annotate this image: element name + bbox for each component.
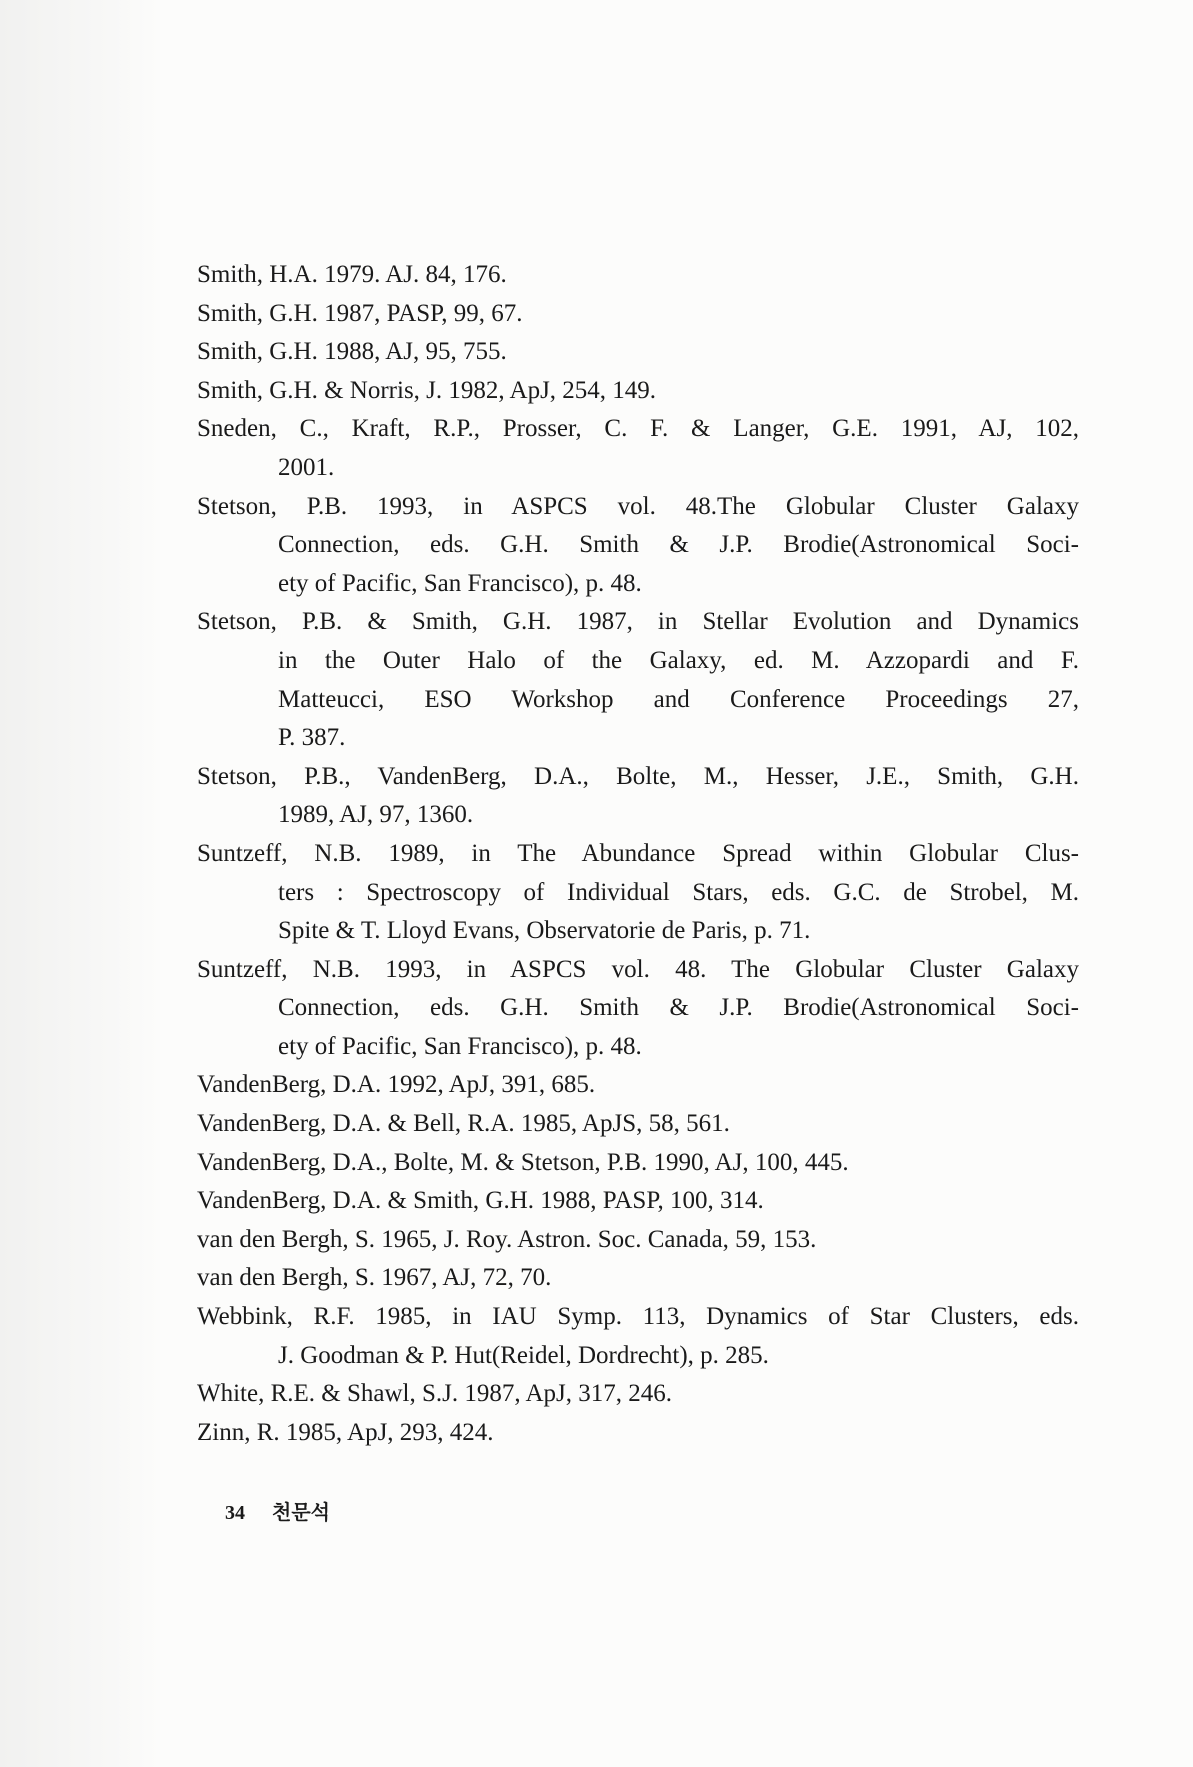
reference-first-line: VandenBerg, D.A. 1992, ApJ, 391, 685. xyxy=(197,1071,596,1099)
reference-first-line: Zinn, R. 1985, ApJ, 293, 424. xyxy=(197,1418,494,1446)
page-number: 34 xyxy=(225,1502,245,1524)
reference-entry xyxy=(197,758,1079,835)
reference-entry xyxy=(197,951,1079,1067)
reference-continuation-line: Spite & T. Lloyd Evans, Observatorie de Paris, p. 71. xyxy=(278,917,811,945)
reference-continuation-line: J. Goodman & P. Hut(Reidel, Dordrecht), p. 285. xyxy=(278,1341,769,1369)
reference-first-line: van den Bergh, S. 1967, AJ, 72, 70. xyxy=(197,1264,552,1292)
reference-entry xyxy=(197,1414,1079,1453)
reference-entry xyxy=(197,410,1079,487)
reference-first-line: Stetson, P.B., VandenBerg, D.A., Bolte, M., Hesser, J.E., Smith, G.H. xyxy=(197,762,1079,790)
reference-entry xyxy=(197,1182,1079,1221)
page-edge-shadow xyxy=(0,0,160,1767)
reference-entry xyxy=(197,835,1079,951)
reference-continuation-line: P. 387. xyxy=(278,724,346,752)
reference-continuation-line: ters : Spectroscopy of Individual Stars, eds. G.C. de Strobel, M. xyxy=(278,878,1079,906)
reference-entry xyxy=(197,295,1079,334)
reference-first-line: Sneden, C., Kraft, R.P., Prosser, C. F. & Langer, G.E. 1991, AJ, 102, xyxy=(197,415,1079,443)
reference-first-line: Suntzeff, N.B. 1989, in The Abundance Spread within Globular Clus- xyxy=(197,839,1079,867)
reference-entry xyxy=(197,488,1079,604)
reference-first-line: Suntzeff, N.B. 1993, in ASPCS vol. 48. The Globular Cluster Galaxy xyxy=(197,955,1079,983)
reference-continuation-line: Connection, eds. G.H. Smith & J.P. Brodie(Astronomical Soci- xyxy=(278,994,1079,1022)
reference-first-line: Smith, G.H. 1987, PASP, 99, 67. xyxy=(197,299,523,327)
reference-first-line: White, R.E. & Shawl, S.J. 1987, ApJ, 317, 246. xyxy=(197,1380,673,1408)
reference-first-line: Smith, G.H. & Norris, J. 1982, ApJ, 254, 149. xyxy=(197,376,657,404)
reference-continuation-line: Connection, eds. G.H. Smith & J.P. Brodie(Astronomical Soci- xyxy=(278,531,1079,559)
reference-first-line: Smith, H.A. 1979. AJ. 84, 176. xyxy=(197,261,507,288)
journal-name: 천문석 xyxy=(272,1502,330,1524)
reference-entry xyxy=(197,1066,1079,1105)
reference-first-line: VandenBerg, D.A. & Smith, G.H. 1988, PASP, 100, 314. xyxy=(197,1187,764,1215)
reference-list xyxy=(197,256,1079,1452)
reference-first-line: van den Bergh, S. 1965, J. Roy. Astron. Soc. Canada, 59, 153. xyxy=(197,1225,817,1253)
reference-entry xyxy=(197,333,1079,372)
reference-entry xyxy=(197,1298,1079,1375)
reference-first-line: VandenBerg, D.A., Bolte, M. & Stetson, P.B. 1990, AJ, 100, 445. xyxy=(197,1148,849,1176)
reference-continuation-line: 2001. xyxy=(278,453,335,481)
reference-continuation-line: Matteucci, ESO Workshop and Conference Proceedings 27, xyxy=(278,685,1079,713)
reference-entry xyxy=(197,603,1079,757)
reference-first-line: Smith, G.H. 1988, AJ, 95, 755. xyxy=(197,338,507,366)
reference-entry xyxy=(197,1144,1079,1183)
reference-first-line: Stetson, P.B. 1993, in ASPCS vol. 48.The Globular Cluster Galaxy xyxy=(197,492,1079,520)
page-footer xyxy=(225,1496,352,1525)
reference-entry xyxy=(197,256,1079,295)
reference-entry xyxy=(197,372,1079,411)
reference-continuation-line: in the Outer Halo of the Galaxy, ed. M. Azzopardi and F. xyxy=(278,646,1079,674)
reference-continuation-line: 1989, AJ, 97, 1360. xyxy=(278,801,474,829)
reference-continuation-line: ety of Pacific, San Francisco), p. 48. xyxy=(278,569,642,597)
reference-entry xyxy=(197,1221,1079,1260)
reference-entry xyxy=(197,1105,1079,1144)
reference-entry xyxy=(197,1259,1079,1298)
reference-first-line: Stetson, P.B. & Smith, G.H. 1987, in Stellar Evolution and Dynamics xyxy=(197,608,1079,636)
reference-first-line: Webbink, R.F. 1985, in IAU Symp. 113, Dynamics of Star Clusters, eds. xyxy=(197,1303,1079,1331)
reference-first-line: VandenBerg, D.A. & Bell, R.A. 1985, ApJS, 58, 561. xyxy=(197,1110,730,1138)
reference-continuation-line: ety of Pacific, San Francisco), p. 48. xyxy=(278,1032,642,1060)
reference-entry xyxy=(197,1375,1079,1414)
